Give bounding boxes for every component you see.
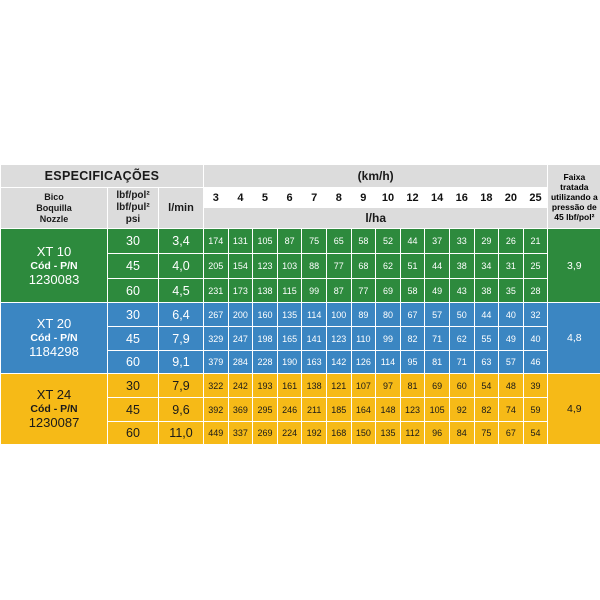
rate-value-cell: 26 bbox=[499, 229, 524, 254]
nozzle-model-name: XT 24 bbox=[36, 387, 72, 402]
nozzle-label-es: Boquilla bbox=[36, 202, 72, 213]
rate-value-cell: 67 bbox=[400, 303, 425, 327]
rate-value-cell: 123 bbox=[253, 254, 278, 279]
faixa-value-cell: 4,8 bbox=[548, 303, 600, 374]
rate-value-cell: 198 bbox=[253, 327, 278, 351]
rate-value-cell: 51 bbox=[400, 254, 425, 279]
nozzle-model-cell bbox=[1, 374, 108, 445]
rate-value-cell: 135 bbox=[277, 303, 302, 327]
rate-value-cell: 114 bbox=[302, 303, 327, 327]
rate-value-cell: 77 bbox=[326, 254, 351, 279]
rate-value-cell: 50 bbox=[449, 303, 474, 327]
rate-value-cell: 449 bbox=[204, 422, 229, 445]
rate-value-cell: 97 bbox=[376, 374, 401, 398]
rate-value-cell: 46 bbox=[523, 351, 548, 374]
nozzle-code-label: Cód - P/N bbox=[30, 259, 78, 272]
rate-value-cell: 105 bbox=[253, 229, 278, 254]
rate-value-cell: 87 bbox=[326, 279, 351, 303]
speed-header: 14 bbox=[425, 188, 450, 208]
rate-value-cell: 43 bbox=[449, 279, 474, 303]
pressure-cell: 45 bbox=[108, 398, 159, 422]
faixa-value-cell: 3,9 bbox=[548, 229, 600, 303]
rate-value-cell: 82 bbox=[474, 398, 499, 422]
rate-value-cell: 57 bbox=[499, 351, 524, 374]
rate-value-cell: 28 bbox=[523, 279, 548, 303]
rate-value-cell: 65 bbox=[326, 229, 351, 254]
rate-value-cell: 44 bbox=[400, 229, 425, 254]
table-row bbox=[1, 374, 600, 398]
speed-header: 10 bbox=[376, 188, 401, 208]
rate-value-cell: 295 bbox=[253, 398, 278, 422]
pressure-label-en: psi bbox=[125, 214, 141, 225]
rate-value-cell: 63 bbox=[474, 351, 499, 374]
rate-value-cell: 110 bbox=[351, 327, 376, 351]
rate-value-cell: 123 bbox=[326, 327, 351, 351]
rate-value-cell: 337 bbox=[228, 422, 253, 445]
rate-value-cell: 82 bbox=[400, 327, 425, 351]
speed-header: 25 bbox=[523, 188, 548, 208]
rate-value-cell: 44 bbox=[474, 303, 499, 327]
nozzle-code: 1184298 bbox=[29, 344, 79, 359]
rate-value-cell: 62 bbox=[449, 327, 474, 351]
rate-value-cell: 174 bbox=[204, 229, 229, 254]
flow-cell: 9,6 bbox=[159, 398, 204, 422]
nozzle-header bbox=[1, 188, 108, 229]
rate-value-cell: 135 bbox=[376, 422, 401, 445]
nozzle-model-cell bbox=[1, 303, 108, 374]
pressure-cell: 30 bbox=[108, 303, 159, 327]
specifications-table bbox=[0, 164, 600, 445]
rate-value-cell: 58 bbox=[400, 279, 425, 303]
rate-value-cell: 89 bbox=[351, 303, 376, 327]
speed-header: 18 bbox=[474, 188, 499, 208]
rate-value-cell: 31 bbox=[499, 254, 524, 279]
rate-value-cell: 60 bbox=[449, 374, 474, 398]
rate-value-cell: 154 bbox=[228, 254, 253, 279]
rate-value-cell: 32 bbox=[523, 303, 548, 327]
rate-value-cell: 35 bbox=[499, 279, 524, 303]
rate-value-cell: 58 bbox=[351, 229, 376, 254]
rate-value-cell: 247 bbox=[228, 327, 253, 351]
speed-unit-header: (km/h) bbox=[204, 165, 548, 188]
rate-value-cell: 193 bbox=[253, 374, 278, 398]
rate-value-cell: 21 bbox=[523, 229, 548, 254]
rate-value-cell: 200 bbox=[228, 303, 253, 327]
pressure-header bbox=[108, 188, 159, 229]
rate-value-cell: 77 bbox=[351, 279, 376, 303]
rate-value-cell: 231 bbox=[204, 279, 229, 303]
rate-value-cell: 192 bbox=[302, 422, 327, 445]
rate-value-cell: 81 bbox=[425, 351, 450, 374]
rate-value-cell: 228 bbox=[253, 351, 278, 374]
rate-value-cell: 148 bbox=[376, 398, 401, 422]
rate-value-cell: 88 bbox=[302, 254, 327, 279]
rate-value-cell: 160 bbox=[253, 303, 278, 327]
rate-value-cell: 80 bbox=[376, 303, 401, 327]
rate-value-cell: 75 bbox=[302, 229, 327, 254]
rate-value-cell: 161 bbox=[277, 374, 302, 398]
rate-value-cell: 68 bbox=[351, 254, 376, 279]
flow-cell: 11,0 bbox=[159, 422, 204, 445]
speed-header: 12 bbox=[400, 188, 425, 208]
rate-value-cell: 38 bbox=[449, 254, 474, 279]
rate-value-cell: 138 bbox=[302, 374, 327, 398]
speed-header: 3 bbox=[204, 188, 229, 208]
rate-value-cell: 185 bbox=[326, 398, 351, 422]
flow-cell: 6,4 bbox=[159, 303, 204, 327]
rate-value-cell: 115 bbox=[277, 279, 302, 303]
table-title: ESPECIFICAÇÕES bbox=[1, 165, 204, 188]
rate-value-cell: 57 bbox=[425, 303, 450, 327]
rate-value-cell: 33 bbox=[449, 229, 474, 254]
rate-value-cell: 379 bbox=[204, 351, 229, 374]
rate-value-cell: 103 bbox=[277, 254, 302, 279]
rate-value-cell: 205 bbox=[204, 254, 229, 279]
rate-value-cell: 246 bbox=[277, 398, 302, 422]
flow-cell: 3,4 bbox=[159, 229, 204, 254]
rate-value-cell: 165 bbox=[277, 327, 302, 351]
rate-value-cell: 150 bbox=[351, 422, 376, 445]
rate-value-cell: 92 bbox=[449, 398, 474, 422]
rate-value-cell: 107 bbox=[351, 374, 376, 398]
pressure-cell: 30 bbox=[108, 229, 159, 254]
nozzle-model-name: XT 20 bbox=[36, 316, 72, 331]
rate-value-cell: 96 bbox=[425, 422, 450, 445]
pressure-cell: 60 bbox=[108, 279, 159, 303]
rate-value-cell: 49 bbox=[425, 279, 450, 303]
pressure-label-pt: lbf/pol² bbox=[116, 190, 150, 201]
faixa-value-cell: 4,9 bbox=[548, 374, 600, 445]
pressure-cell: 45 bbox=[108, 327, 159, 351]
table-row bbox=[1, 229, 600, 254]
rate-value-cell: 54 bbox=[474, 374, 499, 398]
rate-value-cell: 99 bbox=[376, 327, 401, 351]
rate-value-cell: 37 bbox=[425, 229, 450, 254]
rate-value-cell: 242 bbox=[228, 374, 253, 398]
rate-value-cell: 121 bbox=[326, 374, 351, 398]
speed-header: 8 bbox=[326, 188, 351, 208]
rate-value-cell: 40 bbox=[499, 303, 524, 327]
pressure-label-es: lbf/pul² bbox=[116, 202, 150, 213]
rate-value-cell: 112 bbox=[400, 422, 425, 445]
pressure-cell: 45 bbox=[108, 254, 159, 279]
rate-value-cell: 74 bbox=[499, 398, 524, 422]
rate-value-cell: 34 bbox=[474, 254, 499, 279]
rate-value-cell: 87 bbox=[277, 229, 302, 254]
rate-value-cell: 54 bbox=[523, 422, 548, 445]
rate-value-cell: 99 bbox=[302, 279, 327, 303]
rate-value-cell: 39 bbox=[523, 374, 548, 398]
rate-value-cell: 392 bbox=[204, 398, 229, 422]
pressure-cell: 60 bbox=[108, 351, 159, 374]
nozzle-model-name: XT 10 bbox=[36, 243, 72, 259]
rate-value-cell: 52 bbox=[376, 229, 401, 254]
nozzle-code: 1230083 bbox=[28, 271, 80, 287]
rate-value-cell: 369 bbox=[228, 398, 253, 422]
nozzle-code-label: Cód - P/N bbox=[30, 332, 78, 344]
nozzle-label-en: Nozzle bbox=[39, 213, 69, 224]
rate-unit-header: l/ha bbox=[204, 208, 548, 229]
faixa-header: Faixa tratada utilizando a pressão de 45 lbf/pol² bbox=[548, 165, 600, 229]
rate-value-cell: 123 bbox=[400, 398, 425, 422]
rate-value-cell: 131 bbox=[228, 229, 253, 254]
speed-header: 6 bbox=[277, 188, 302, 208]
rate-value-cell: 163 bbox=[302, 351, 327, 374]
rate-value-cell: 67 bbox=[499, 422, 524, 445]
rate-value-cell: 69 bbox=[425, 374, 450, 398]
rate-value-cell: 69 bbox=[376, 279, 401, 303]
rate-value-cell: 173 bbox=[228, 279, 253, 303]
rate-value-cell: 114 bbox=[376, 351, 401, 374]
rate-value-cell: 105 bbox=[425, 398, 450, 422]
pressure-cell: 60 bbox=[108, 422, 159, 445]
nozzle-model-cell bbox=[1, 229, 108, 303]
speed-header: 16 bbox=[449, 188, 474, 208]
nozzle-code-label: Cód - P/N bbox=[30, 403, 78, 415]
rate-value-cell: 100 bbox=[326, 303, 351, 327]
rate-value-cell: 75 bbox=[474, 422, 499, 445]
rate-value-cell: 269 bbox=[253, 422, 278, 445]
rate-value-cell: 322 bbox=[204, 374, 229, 398]
nozzle-code: 1230087 bbox=[28, 415, 80, 430]
rate-value-cell: 25 bbox=[523, 254, 548, 279]
rate-value-cell: 44 bbox=[425, 254, 450, 279]
rate-value-cell: 38 bbox=[474, 279, 499, 303]
speed-header: 7 bbox=[302, 188, 327, 208]
flow-cell: 7,9 bbox=[159, 327, 204, 351]
speed-header: 20 bbox=[499, 188, 524, 208]
pressure-cell: 30 bbox=[108, 374, 159, 398]
rate-value-cell: 138 bbox=[253, 279, 278, 303]
rate-value-cell: 48 bbox=[499, 374, 524, 398]
rate-value-cell: 267 bbox=[204, 303, 229, 327]
rate-value-cell: 126 bbox=[351, 351, 376, 374]
flow-header: l/min bbox=[159, 188, 204, 229]
rate-value-cell: 190 bbox=[277, 351, 302, 374]
flow-cell: 4,5 bbox=[159, 279, 204, 303]
rate-value-cell: 59 bbox=[523, 398, 548, 422]
rate-value-cell: 211 bbox=[302, 398, 327, 422]
rate-value-cell: 62 bbox=[376, 254, 401, 279]
table-body bbox=[1, 229, 600, 445]
rate-value-cell: 49 bbox=[499, 327, 524, 351]
speed-header: 4 bbox=[228, 188, 253, 208]
nozzle-label-pt: Bico bbox=[44, 191, 64, 202]
table-row bbox=[1, 303, 600, 327]
rate-value-cell: 164 bbox=[351, 398, 376, 422]
flow-cell: 9,1 bbox=[159, 351, 204, 374]
speed-header: 5 bbox=[253, 188, 278, 208]
rate-value-cell: 55 bbox=[474, 327, 499, 351]
rate-value-cell: 329 bbox=[204, 327, 229, 351]
rate-value-cell: 81 bbox=[400, 374, 425, 398]
rate-value-cell: 224 bbox=[277, 422, 302, 445]
speed-header: 9 bbox=[351, 188, 376, 208]
rate-value-cell: 95 bbox=[400, 351, 425, 374]
rate-value-cell: 141 bbox=[302, 327, 327, 351]
rate-value-cell: 40 bbox=[523, 327, 548, 351]
flow-cell: 4,0 bbox=[159, 254, 204, 279]
rate-value-cell: 168 bbox=[326, 422, 351, 445]
rate-value-cell: 29 bbox=[474, 229, 499, 254]
rate-value-cell: 84 bbox=[449, 422, 474, 445]
rate-value-cell: 284 bbox=[228, 351, 253, 374]
rate-value-cell: 71 bbox=[425, 327, 450, 351]
flow-cell: 7,9 bbox=[159, 374, 204, 398]
rate-value-cell: 142 bbox=[326, 351, 351, 374]
rate-value-cell: 71 bbox=[449, 351, 474, 374]
